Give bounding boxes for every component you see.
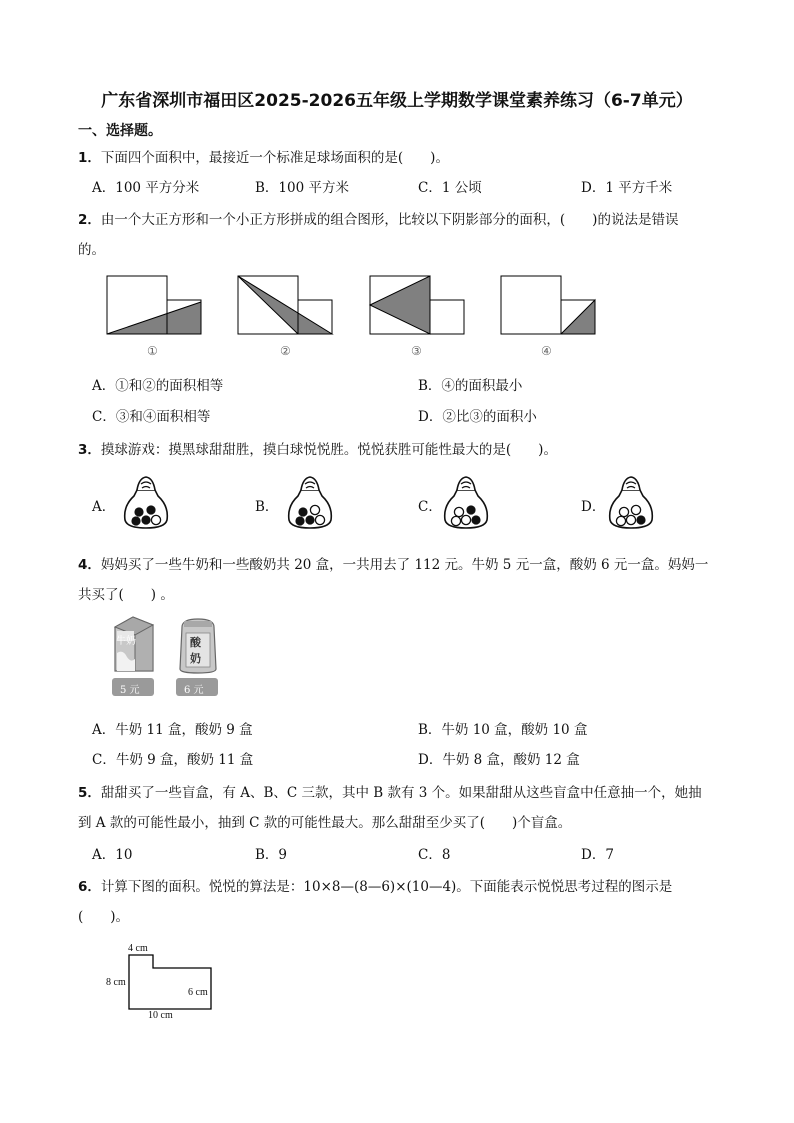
ball-bag-icon-b (285, 474, 335, 530)
yogurt-label-bottom: 奶 (190, 652, 201, 665)
q3-option-d[interactable]: D． (581, 499, 606, 515)
l-shape-figure (128, 954, 212, 1010)
q5-option-d[interactable]: D．7 (581, 847, 614, 863)
q3-option-c[interactable]: C． (418, 499, 442, 515)
q5-option-b[interactable]: B．9 (255, 847, 288, 863)
q4-option-b[interactable]: B．牛奶 10 盒，酸奶 10 盒 (418, 722, 588, 738)
milk-label: 牛奶 (116, 636, 136, 647)
q4-option-a[interactable]: A．牛奶 11 盒，酸奶 9 盒 (92, 722, 253, 738)
question-text: 妈妈买了一些牛奶和一些酸奶共 20 盒，一共用去了 112 元。牛奶 5 元一盒，酸奶 6 元一盒。妈妈一 (100, 557, 709, 573)
question-number: 5． (78, 785, 101, 801)
question-3 (78, 438, 557, 458)
ball-bag-icon-d (606, 474, 656, 530)
yogurt-price: 6 元 (184, 685, 204, 696)
question-4-line2: 共买了( ) 。 (78, 587, 174, 603)
question-text: 下面四个面积中，最接近一个标准足球场面积的是( )。 (100, 150, 449, 166)
question-text: 甜甜买了一些盲盒，有 A、B、C 三款，其中 B 款有 3 个。如果甜甜从这些盲盒中任意抽一个，她抽 (100, 785, 702, 801)
question-6-line2: ( )。 (78, 909, 130, 925)
q2-option-c[interactable]: C．③和④面积相等 (92, 409, 211, 425)
square-figure-2 (236, 274, 336, 336)
page-title: 广东省深圳市福田区2025-2026五年级上学期数学课堂素养练习（6-7单元） (101, 91, 693, 111)
question-number: 3． (78, 442, 101, 458)
question-number: 4． (78, 557, 101, 573)
dim-bottom-label: 10 cm (148, 1010, 173, 1021)
figure-label-3: ③ (411, 344, 422, 358)
q1-option-d[interactable]: D．1 平方千米 (581, 180, 673, 196)
question-number: 2． (78, 212, 101, 228)
q3-option-b[interactable]: B． (255, 499, 279, 515)
ball-bag-icon-a (121, 474, 171, 530)
q5-option-c[interactable]: C．8 (418, 847, 451, 863)
question-text: 由一个大正方形和一个小正方形拼成的组合图形，比较以下阴影部分的面积，( )的说法是错误 (100, 212, 679, 228)
figure-label-1: ① (147, 344, 158, 358)
question-text: 摸球游戏：摸黑球甜甜胜，摸白球悦悦胜。悦悦获胜可能性最大的是( )。 (100, 442, 557, 458)
q5-option-a[interactable]: A．10 (92, 847, 133, 863)
question-2 (78, 208, 678, 228)
question-number: 1． (78, 150, 101, 166)
question-2-line2: 的。 (78, 242, 105, 258)
yogurt-label-top: 酸 (190, 636, 201, 649)
dim-right-label: 6 cm (188, 987, 208, 998)
square-figure-3 (368, 274, 468, 336)
figure-label-4: ④ (541, 344, 552, 358)
q4-option-c[interactable]: C．牛奶 9 盒，酸奶 11 盒 (92, 752, 254, 768)
q3-option-a[interactable]: A． (92, 499, 116, 515)
question-4 (78, 553, 708, 573)
q2-option-b[interactable]: B．④的面积最小 (418, 378, 523, 394)
question-1 (78, 146, 449, 166)
question-text: 计算下图的面积。悦悦的算法是：10×8—(8—6)×(10—4)。下面能表示悦悦思考过程的图示是 (100, 879, 673, 895)
question-number: 6． (78, 879, 101, 895)
q1-option-a[interactable]: A．100 平方分米 (92, 180, 200, 196)
dim-top-label: 4 cm (128, 943, 148, 954)
q4-option-d[interactable]: D．牛奶 8 盒，酸奶 12 盒 (418, 752, 580, 768)
question-5-line2: 到 A 款的可能性最小，抽到 C 款的可能性最大。那么甜甜至少买了( )个盲盒。 (78, 815, 572, 831)
q1-option-b[interactable]: B．100 平方米 (255, 180, 349, 196)
q2-option-d[interactable]: D．②比③的面积小 (418, 409, 537, 425)
square-figure-1 (105, 274, 205, 336)
question-5 (78, 781, 702, 801)
question-6 (78, 875, 672, 895)
q2-option-a[interactable]: A．①和②的面积相等 (92, 378, 224, 394)
dim-left-label: 8 cm (106, 977, 126, 988)
square-figure-4 (499, 274, 599, 336)
ball-bag-icon-c (441, 474, 491, 530)
figure-label-2: ② (280, 344, 291, 358)
section-heading: 一、选择题。 (78, 123, 162, 139)
q1-option-c[interactable]: C．1 公顷 (418, 180, 482, 196)
milk-price: 5 元 (120, 685, 140, 696)
